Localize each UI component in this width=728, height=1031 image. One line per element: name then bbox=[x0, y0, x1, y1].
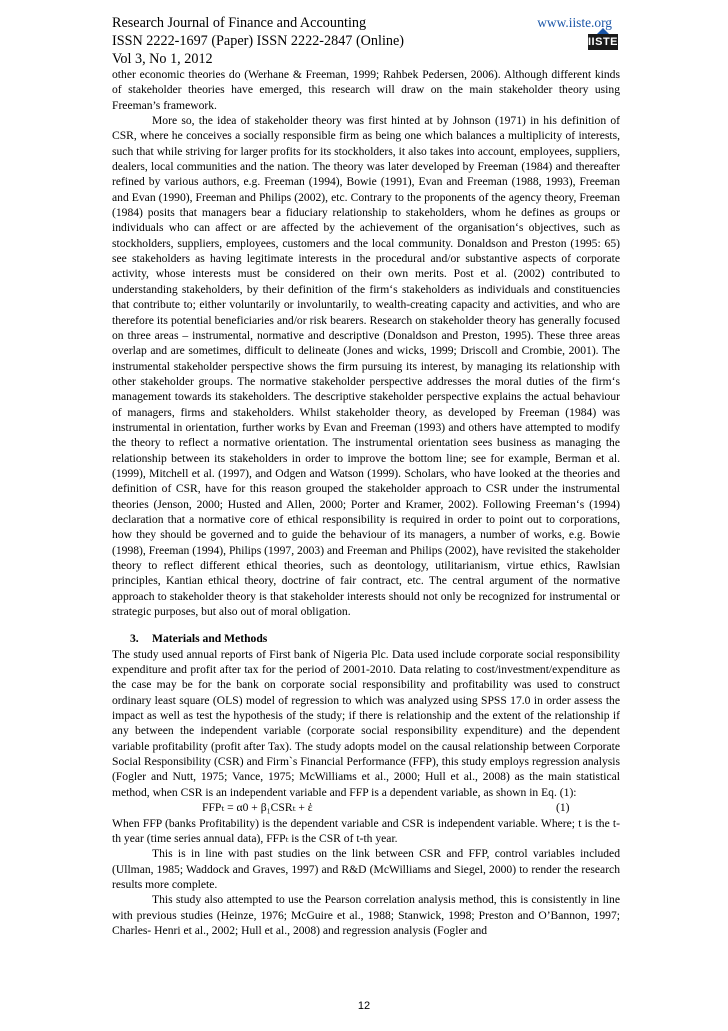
section-number: 3. bbox=[130, 632, 139, 646]
paragraph-variables: When FFP (banks Profitability) is the dependent variable and CSR is independent variable. Where; t is the t-th year (time series annual data), FFPₜ is the CSR of t-th year. bbox=[112, 816, 620, 845]
paragraph-control-variables: This is in line with past studies on the link between CSR and FFP, control variables included (Ullman, 1985; Waddock and Graves, 1997) and R&D (McWilliams and Siegel, 2000) to render the research results more complete. bbox=[112, 847, 620, 891]
journal-title: Research Journal of Finance and Accounting bbox=[112, 15, 367, 31]
equation-number: (1) bbox=[556, 801, 570, 815]
page-number: 12 bbox=[357, 1000, 371, 1012]
paragraph-stakeholder-theory: More so, the idea of stakeholder theory was first hinted at by Johnson (1971) in his definition of CSR, where he conceives a socially responsible firm as being one which balances a multiplicity of interests, such that while striving for larger profits for its stockholders, it also takes into account, employees, suppliers, dealers, local communities and the nation. The theory was later developed by Freeman (1984) and thereafter refined by various authors, e.g. Freeman (1994), Bowie (1991), Evan and Freeman (1988, 1993), Freeman and Evan (1990), Freeman and Philips (2002), etc. Contrary to the proponents of the agency theory, Freeman (1984) posits that managers bear a fiduciary relationship to stakeholders, whom he defines as groups or individuals who can affect or are affected by the achievement of the organisation‘s objectives, such as stockholders, suppliers, employees, customers and the local community. Donaldson and Preston (1995: 65) see stakeholders as having legitimate interests in the procedural and/or substantive aspects of corporate activity, whose interests must be considered on their own merits. Post et al. (2002) contributed to understanding stakeholders, by their definition of the firm‘s stakeholders as individuals and constituencies that contribute to; either voluntarily or involuntarily, to wealth-creating capacity and activities, and who are therefore its potential beneficiaries and/or risk bearers. Research on stakeholder theory has generally focused on three areas – instrumental, normative and descriptive (Donaldson and Preston, 1995). These three areas overlap and are sometimes, difficult to delineate (Jones and wicks, 1999; Driscoll and Crombie, 2001). The instrumental stakeholder perspective shows the firm pursuing its interest, by managing its relationship with other stakeholder groups. The normative stakeholder perspective addresses the moral duties of the firm‘s management towards its stakeholders. The descriptive stakeholder perspective explains the actual behaviour of managers, firms and stakeholders. Whilst stakeholder theory, as developed by Freeman (1984) was instrumental in orientation, further works by Evan and Freeman (1993) and others have attempted to modify the theory to reflect a normative orientation. The instrumental orientation sees business as managing the relationship between its stakeholders in order to improve the bottom line; see for example, Berman et al. (1999), Mitchell et al. (1997), and Odgen and Watson (1999). Scholars, who have looked at the theories and definition of CSR, have for this reason grouped the stakeholder approach to CSR under the instrumental theories (Jenson, 2000; Husted and Allen, 2000; Porter and Kramer, 2002). Following Freeman‘s (1994) declaration that a normative core of ethical responsibility is required in order to point out to corporations, how they should be governed and to guide the behaviour of its managers, a number of works, e.g. Bowie (1998), Freeman (1994), Philips (1997, 2003) and Freeman and Philips (2002), have revisited the stakeholder theory to reflect different ethical theories, such as deontology, utilitarianism, virtue ethics, Rawlsian principles, Kantian ethical theory, doctrine of fair contract, etc. The central argument of the normative approach to stakeholder theory is that stakeholder interests should not only be recognized for instrumental or strategic purposes, but also out of moral obligation. bbox=[112, 114, 620, 619]
equation-formula: FFPₜ = α0 + β₁CSRₜ + ἑ bbox=[202, 801, 313, 815]
journal-volume: Vol 3, No 1, 2012 bbox=[112, 51, 213, 67]
journal-issn: ISSN 2222-1697 (Paper) ISSN 2222-2847 (Online) bbox=[112, 33, 405, 49]
paragraph-methods: The study used annual reports of First bank of Nigeria Plc. Data used include corporate social responsibility expenditure and profit after tax for the period of 2001-2010. Data relating to cost/investment/expenditure as the case may be for the bank on corporate social responsibility and profitability was used to construct ordinary least square (OLS) model of regression to which was analyzed using SPSS 17.0 in order assess the impact as well as test the hypothesis of the study; if there is relationship and the extent of the relationship if any between the independent variable (corporate social responsibility expenditure) and the dependent variable profitability (profit after Tax). The study adopts model on the causal relationship between Corporate Social Responsibility (CSR) and Firm`s Financial Performance (FFP), this study employs regression analysis (Fogler and Nutt, 1975; Vance, 1975; McWilliams et al., 2000; Hull et al., 2008) as the main statistical method, when CSR is an independent variable and FFP is a dependent variable, as shown in Eq. (1): bbox=[112, 647, 620, 799]
iiste-logo: IISTE bbox=[588, 36, 619, 48]
section-heading bbox=[112, 631, 620, 646]
section-title: Materials and Methods bbox=[152, 632, 268, 646]
journal-url[interactable]: www.iiste.org bbox=[537, 15, 612, 30]
body-text bbox=[112, 67, 620, 938]
paragraph-correlation: This study also attempted to use the Pearson correlation analysis method, this is consistently in line with previous studies (Heinze, 1976; McGuire et al., 1988; Stanwick, 1998; Preston and O’Bannon, 1997; Charles- Henri et al., 2002; Hull et al., 2008) and regression analysis (Fogler and bbox=[112, 893, 620, 937]
equation bbox=[112, 800, 620, 815]
paragraph-continuation: other economic theories do (Werhane & Freeman, 1999; Rahbek Pedersen, 2006). Although different kinds of stakeholder theories have emerged, this research will draw on the main stakeholder theory using Freeman’s framework. bbox=[112, 68, 620, 112]
